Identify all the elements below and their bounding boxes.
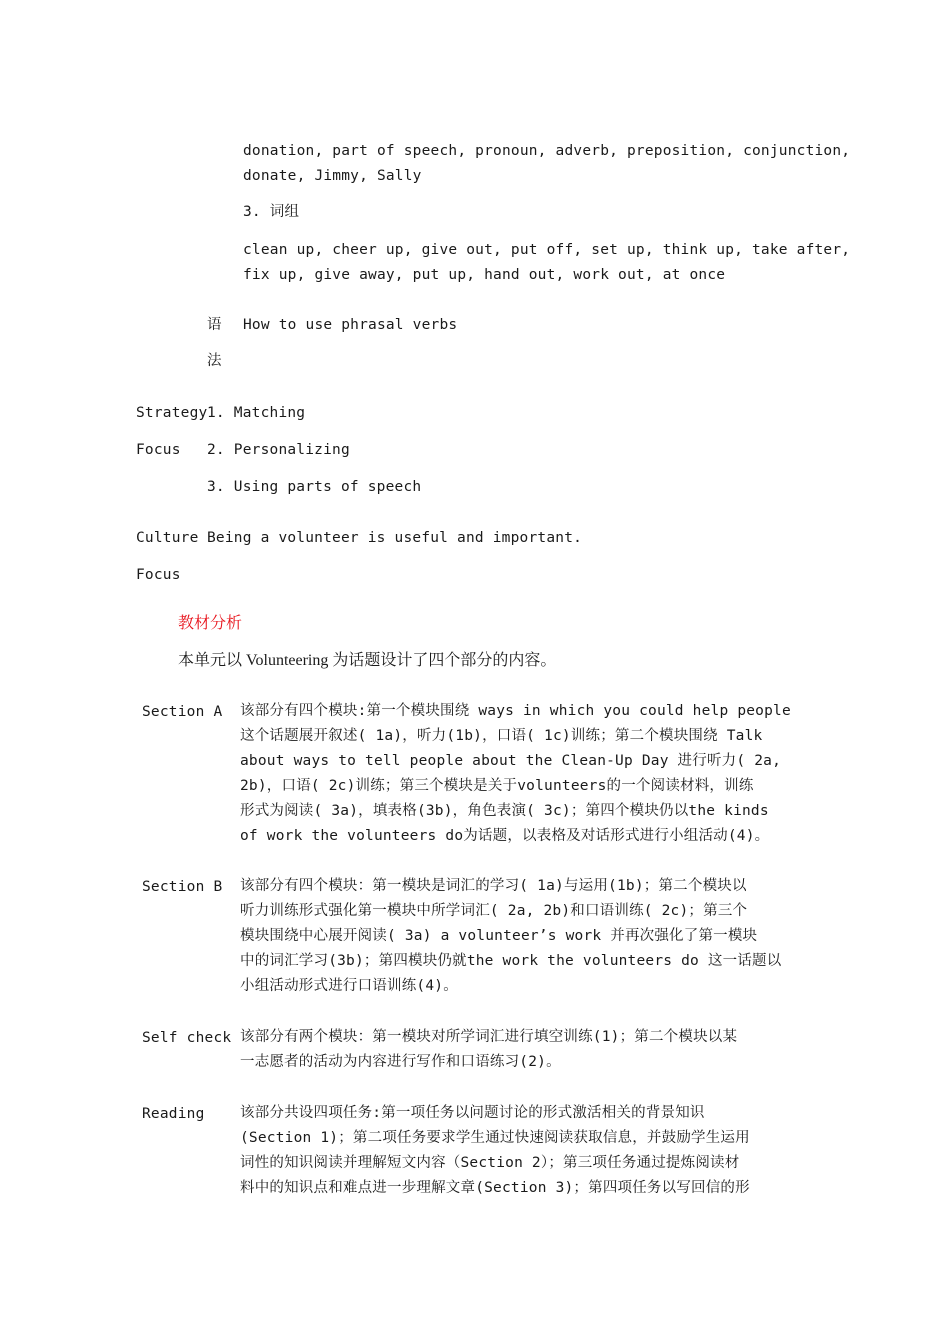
strategy-label-2: Focus [136,442,181,458]
strategy-item: 1. Matching [207,405,306,421]
section-line: 2b)，口语( 2c)训练；第三个模块是关于volunteers的一个阅读材料，训练 [240,778,754,794]
section-body [240,1025,737,1075]
strategy-label-1: Strategy [136,405,208,421]
section-line: 听力训练形式强化第一模块中所学词汇( 2a, 2b)和口语训练( 2c)；第三个 [240,903,748,919]
grammar-content: How to use phrasal verbs [243,317,458,333]
section-line: 这个话题展开叙述( 1a)，听力(1b)，口语( 1c)训练；第二个模块围绕 Talk [240,728,763,744]
strategy-item: 3. Using parts of speech [207,479,422,495]
section-label: Section A [142,704,223,720]
analysis-intro: 本单元以 Volunteering 为话题设计了四个部分的内容。 [178,652,557,669]
section-line: of work the volunteers do为话题，以表格及对话形式进行小组活动(4)。 [240,828,770,844]
section-line: 小组活动形式进行口语训练(4)。 [240,978,458,994]
strategy-item: 2. Personalizing [207,442,350,458]
grammar-label-1: 语 [207,317,222,333]
section-line: 模块围绕中心展开阅读( 3a) a volunteer’s work 并再次强化了第一模块 [240,928,758,944]
section-body [240,699,791,849]
section-line: 中的词汇学习(3b)；第四模块仍就the work the volunteers do 这一话题以 [240,953,782,969]
vocab-line-1: donation, part of speech, pronoun, adverb, preposition, conjunction, [243,143,851,159]
section-line: 该部分共设四项任务:第一项任务以问题讨论的形式激活相关的背景知识 [240,1105,705,1121]
section-line: 该部分有四个模块：第一模块是词汇的学习( 1a)与运用(1b)；第二个模块以 [240,878,747,894]
section-line: 该部分有两个模块：第一模块对所学词汇进行填空训练(1)；第二个模块以某 [240,1029,738,1045]
section-body [240,874,781,999]
grammar-label-2: 法 [207,353,222,369]
section-line: (Section 1)；第二项任务要求学生通过快速阅读获取信息，并鼓励学生运用 [240,1130,750,1146]
section-label: Section B [142,879,223,895]
section-line: 词性的知识阅读并理解短文内容（Section 2）；第三项任务通过提炼阅读材 [240,1155,740,1171]
section-label: Self check [142,1030,232,1046]
culture-label-1: Culture [136,530,199,546]
section-line: 一志愿者的活动为内容进行写作和口语练习(2)。 [240,1054,561,1070]
vocab-line-2: donate, Jimmy, Sally [243,168,422,184]
section-line: 料中的知识点和难点进一步理解文章(Section 3)；第四项任务以写回信的形 [240,1180,750,1196]
section-line: about ways to tell people about the Clean-Up Day 进行听力( 2a, [240,753,782,769]
section-line: 该部分有四个模块:第一个模块围绕 ways in which you could help people [240,703,791,719]
culture-content: Being a volunteer is useful and important. [207,530,583,546]
section-body [240,1101,750,1201]
phrases-line-2: fix up, give away, put up, hand out, work out, at once [243,267,726,283]
section-line: 形式为阅读( 3a)，填表格(3b)，角色表演( 3c)；第四个模块仍以the kinds [240,803,769,819]
phrases-heading: 3. 词组 [243,204,300,220]
section-label: Reading [142,1106,205,1122]
phrases-line-1: clean up, cheer up, give out, put off, set up, think up, take after, [243,242,851,258]
analysis-heading: 教材分析 [178,615,243,632]
culture-label-2: Focus [136,567,181,583]
